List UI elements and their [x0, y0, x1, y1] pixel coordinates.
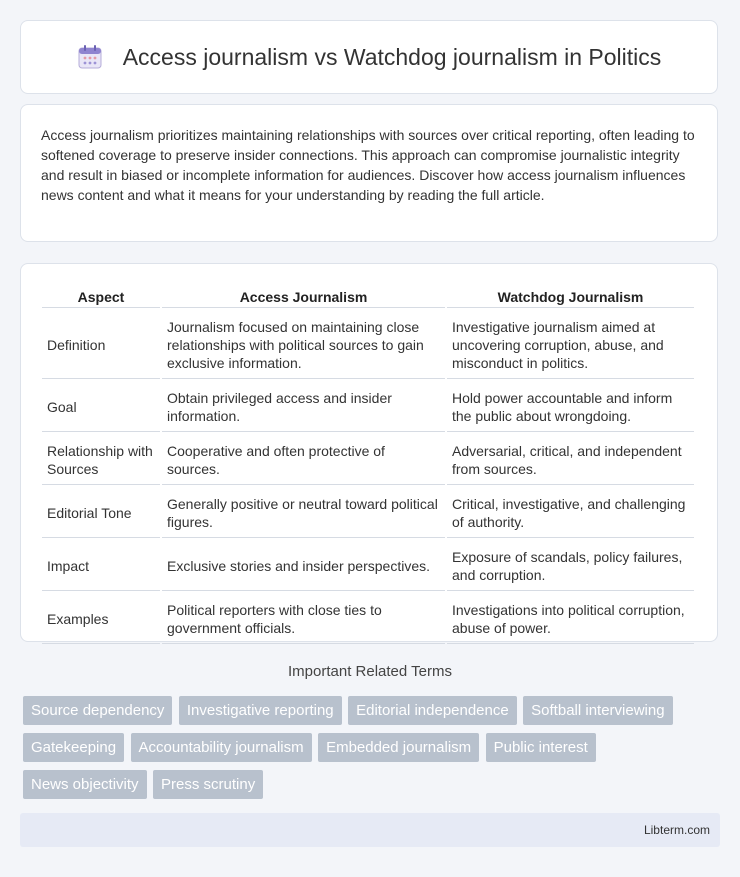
- intro-card: [20, 104, 718, 242]
- footer-brand-link[interactable]: Libterm.com: [643, 823, 710, 837]
- comparison-table: [40, 284, 696, 646]
- tag-accountability-journalism[interactable]: Accountability journalism: [131, 733, 312, 762]
- watchdog-cell: Exposure of scandals, policy failures, and corruption.: [447, 540, 694, 591]
- tag-editorial-independence[interactable]: Editorial independence: [348, 696, 517, 725]
- related-terms-title: Important Related Terms: [288, 663, 452, 680]
- table-row: [42, 487, 694, 538]
- access-cell: Journalism focused on maintaining close relationships with political sources to gain exclusive information.: [162, 310, 445, 379]
- access-cell: Political reporters with close ties to government officials.: [162, 593, 445, 644]
- tag-public-interest[interactable]: Public interest: [486, 733, 596, 762]
- aspect-cell: Relationship with Sources: [42, 434, 160, 485]
- title-card: [20, 20, 718, 94]
- page-title: Access journalism vs Watchdog journalism in Politics: [122, 43, 662, 70]
- calendar-icon: [77, 44, 103, 70]
- aspect-cell: Impact: [42, 540, 160, 591]
- aspect-cell: Examples: [42, 593, 160, 644]
- watchdog-cell: Investigative journalism aimed at uncovering corruption, abuse, and misconduct in politics.: [447, 310, 694, 379]
- tag-gatekeeping[interactable]: Gatekeeping: [23, 733, 124, 762]
- header-access-journalism: Access Journalism: [162, 286, 445, 308]
- tag-softball-interviewing[interactable]: Softball interviewing: [523, 696, 672, 725]
- table-row: [42, 593, 694, 644]
- header-aspect: Aspect: [42, 286, 160, 308]
- tag-press-scrutiny[interactable]: Press scrutiny: [153, 770, 263, 799]
- aspect-cell: Goal: [42, 381, 160, 432]
- tag-investigative-reporting[interactable]: Investigative reporting: [179, 696, 342, 725]
- table-header-row: [42, 286, 694, 308]
- tag-news-objectivity[interactable]: News objectivity: [23, 770, 147, 799]
- watchdog-cell: Hold power accountable and inform the public about wrongdoing.: [447, 381, 694, 432]
- watchdog-cell: Investigations into political corruption, abuse of power.: [447, 593, 694, 644]
- table-row: [42, 310, 694, 379]
- aspect-cell: Definition: [42, 310, 160, 379]
- table-row: [42, 540, 694, 591]
- header-watchdog-journalism: Watchdog Journalism: [447, 286, 694, 308]
- tag-embedded-journalism[interactable]: Embedded journalism: [318, 733, 479, 762]
- access-cell: Generally positive or neutral toward political figures.: [162, 487, 445, 538]
- access-cell: Cooperative and often protective of sources.: [162, 434, 445, 485]
- aspect-cell: Editorial Tone: [42, 487, 160, 538]
- table-row: [42, 434, 694, 485]
- watchdog-cell: Critical, investigative, and challenging of authority.: [447, 487, 694, 538]
- access-cell: Exclusive stories and insider perspectives.: [162, 540, 445, 591]
- footer: [20, 813, 720, 847]
- comparison-table-card: [20, 263, 718, 642]
- access-cell: Obtain privileged access and insider information.: [162, 381, 445, 432]
- intro-text: Access journalism prioritizes maintaining relationships with sources over critical reporting, often leading to softened coverage to preserve insider connections. This approach can compromise journalistic integrity and result in biased or incomplete information for audiences. Discover how access journalism influences news content and what it means for your understanding by reading the full article.: [41, 127, 695, 203]
- watchdog-cell: Adversarial, critical, and independent from sources.: [447, 434, 694, 485]
- related-terms-tags: [23, 696, 723, 807]
- table-row: [42, 381, 694, 432]
- tag-source-dependency[interactable]: Source dependency: [23, 696, 172, 725]
